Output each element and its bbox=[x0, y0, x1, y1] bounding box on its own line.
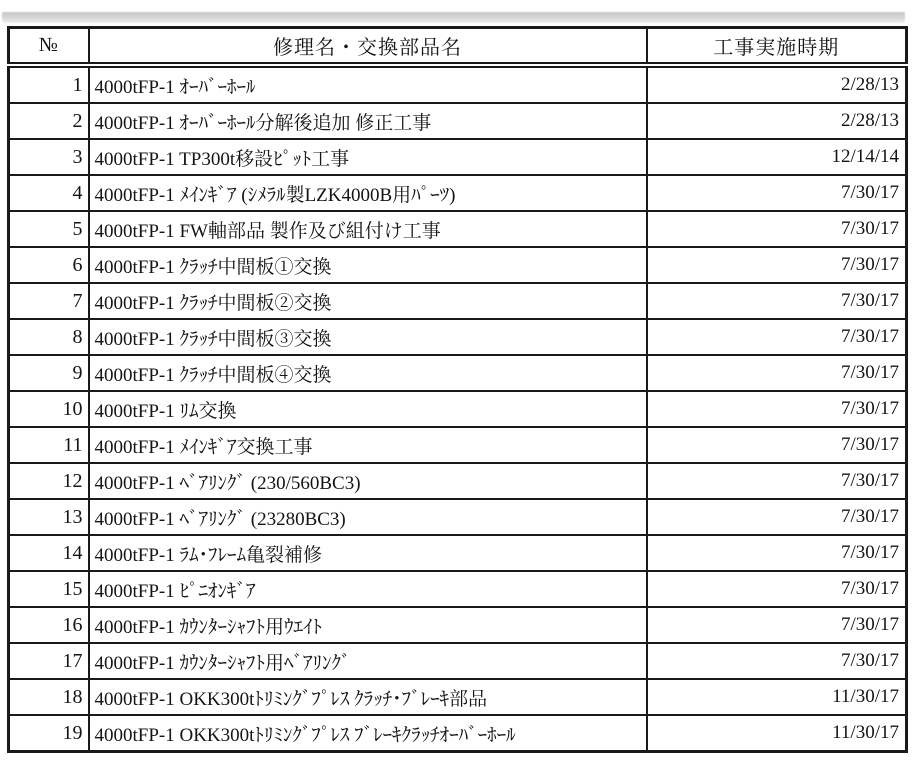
table-row bbox=[9, 355, 907, 391]
work-date: 11/30/17 bbox=[647, 715, 907, 752]
col-header-no: № bbox=[9, 28, 89, 66]
table-row bbox=[9, 535, 907, 571]
work-date: 2/28/13 bbox=[647, 65, 907, 103]
work-date: 7/30/17 bbox=[647, 175, 907, 211]
work-date: 7/30/17 bbox=[647, 607, 907, 643]
work-date: 7/30/17 bbox=[647, 427, 907, 463]
row-number: 19 bbox=[9, 715, 89, 752]
row-number: 7 bbox=[9, 283, 89, 319]
row-number: 11 bbox=[9, 427, 89, 463]
repair-name: 4000tFP-1 ﾘﾑ交換 bbox=[89, 391, 647, 427]
table-row bbox=[9, 211, 907, 247]
table-row bbox=[9, 65, 907, 103]
table-row bbox=[9, 103, 907, 139]
row-number: 15 bbox=[9, 571, 89, 607]
col-header-name: 修理名・交換部品名 bbox=[89, 28, 647, 66]
row-number: 13 bbox=[9, 499, 89, 535]
work-date: 7/30/17 bbox=[647, 499, 907, 535]
row-number: 5 bbox=[9, 211, 89, 247]
row-number: 2 bbox=[9, 103, 89, 139]
table-row bbox=[9, 427, 907, 463]
repair-name: 4000tFP-1 ｶｳﾝﾀｰｼｬﾌﾄ用ﾍﾞｱﾘﾝｸﾞ bbox=[89, 643, 647, 679]
table-row bbox=[9, 571, 907, 607]
work-date: 7/30/17 bbox=[647, 247, 907, 283]
work-date: 7/30/17 bbox=[647, 319, 907, 355]
row-number: 1 bbox=[9, 65, 89, 103]
table-row bbox=[9, 463, 907, 499]
row-number: 6 bbox=[9, 247, 89, 283]
repair-name: 4000tFP-1 ｸﾗｯﾁ中間板②交換 bbox=[89, 283, 647, 319]
repair-name: 4000tFP-1 ｸﾗｯﾁ中間板①交換 bbox=[89, 247, 647, 283]
row-number: 3 bbox=[9, 139, 89, 175]
row-number: 10 bbox=[9, 391, 89, 427]
work-date: 7/30/17 bbox=[647, 463, 907, 499]
col-header-date: 工事実施時期 bbox=[647, 28, 907, 66]
repair-name: 4000tFP-1 OKK300tﾄﾘﾐﾝｸﾞﾌﾟﾚｽ ﾌﾞﾚｰｷｸﾗｯﾁｵｰﾊﾞｰﾎｰﾙ bbox=[89, 715, 647, 752]
row-number: 18 bbox=[9, 679, 89, 715]
repair-name: 4000tFP-1 ｵｰﾊﾞｰﾎｰﾙ bbox=[89, 65, 647, 103]
table-row bbox=[9, 607, 907, 643]
row-number: 4 bbox=[9, 175, 89, 211]
repair-name: 4000tFP-1 ｵｰﾊﾞｰﾎｰﾙ分解後追加 修正工事 bbox=[89, 103, 647, 139]
table-row bbox=[9, 319, 907, 355]
repair-name: 4000tFP-1 ｶｳﾝﾀｰｼｬﾌﾄ用ｳｴｲﾄ bbox=[89, 607, 647, 643]
repair-name: 4000tFP-1 ﾍﾞｱﾘﾝｸﾞ (23280BC3) bbox=[89, 499, 647, 535]
repair-name: 4000tFP-1 ﾋﾟﾆｵﾝｷﾞｱ bbox=[89, 571, 647, 607]
work-date: 7/30/17 bbox=[647, 283, 907, 319]
table-row bbox=[9, 391, 907, 427]
repair-name: 4000tFP-1 TP300t移設ﾋﾟｯﾄ工事 bbox=[89, 139, 647, 175]
work-date: 7/30/17 bbox=[647, 211, 907, 247]
table-row bbox=[9, 247, 907, 283]
repair-history-table bbox=[7, 26, 908, 753]
work-date: 7/30/17 bbox=[647, 391, 907, 427]
work-date: 2/28/13 bbox=[647, 103, 907, 139]
repair-name: 4000tFP-1 ﾒｲﾝｷﾞｱ交換工事 bbox=[89, 427, 647, 463]
work-date: 7/30/17 bbox=[647, 643, 907, 679]
work-date: 7/30/17 bbox=[647, 571, 907, 607]
work-date: 12/14/14 bbox=[647, 139, 907, 175]
row-number: 12 bbox=[9, 463, 89, 499]
repair-name: 4000tFP-1 ｸﾗｯﾁ中間板③交換 bbox=[89, 319, 647, 355]
table-row bbox=[9, 715, 907, 752]
row-number: 9 bbox=[9, 355, 89, 391]
header-row bbox=[9, 28, 907, 66]
row-number: 14 bbox=[9, 535, 89, 571]
repair-name: 4000tFP-1 ﾗﾑ･ﾌﾚｰﾑ亀裂補修 bbox=[89, 535, 647, 571]
repair-name: 4000tFP-1 ｸﾗｯﾁ中間板④交換 bbox=[89, 355, 647, 391]
table-row bbox=[9, 139, 907, 175]
table-row bbox=[9, 499, 907, 535]
table-row bbox=[9, 175, 907, 211]
work-date: 7/30/17 bbox=[647, 535, 907, 571]
row-number: 8 bbox=[9, 319, 89, 355]
work-date: 7/30/17 bbox=[647, 355, 907, 391]
table-row bbox=[9, 643, 907, 679]
repair-name: 4000tFP-1 OKK300tﾄﾘﾐﾝｸﾞﾌﾟﾚｽ ｸﾗｯﾁ･ﾌﾞﾚｰｷ部品 bbox=[89, 679, 647, 715]
table-row bbox=[9, 283, 907, 319]
table-row bbox=[9, 679, 907, 715]
scan-shadow-band bbox=[2, 12, 905, 23]
work-date: 11/30/17 bbox=[647, 679, 907, 715]
repair-name: 4000tFP-1 ﾒｲﾝｷﾞｱ (ｼﾒﾗﾙ製LZK4000B用ﾊﾟｰﾂ) bbox=[89, 175, 647, 211]
row-number: 16 bbox=[9, 607, 89, 643]
row-number: 17 bbox=[9, 643, 89, 679]
repair-name: 4000tFP-1 ﾍﾞｱﾘﾝｸﾞ (230/560BC3) bbox=[89, 463, 647, 499]
repair-name: 4000tFP-1 FW軸部品 製作及び組付け工事 bbox=[89, 211, 647, 247]
